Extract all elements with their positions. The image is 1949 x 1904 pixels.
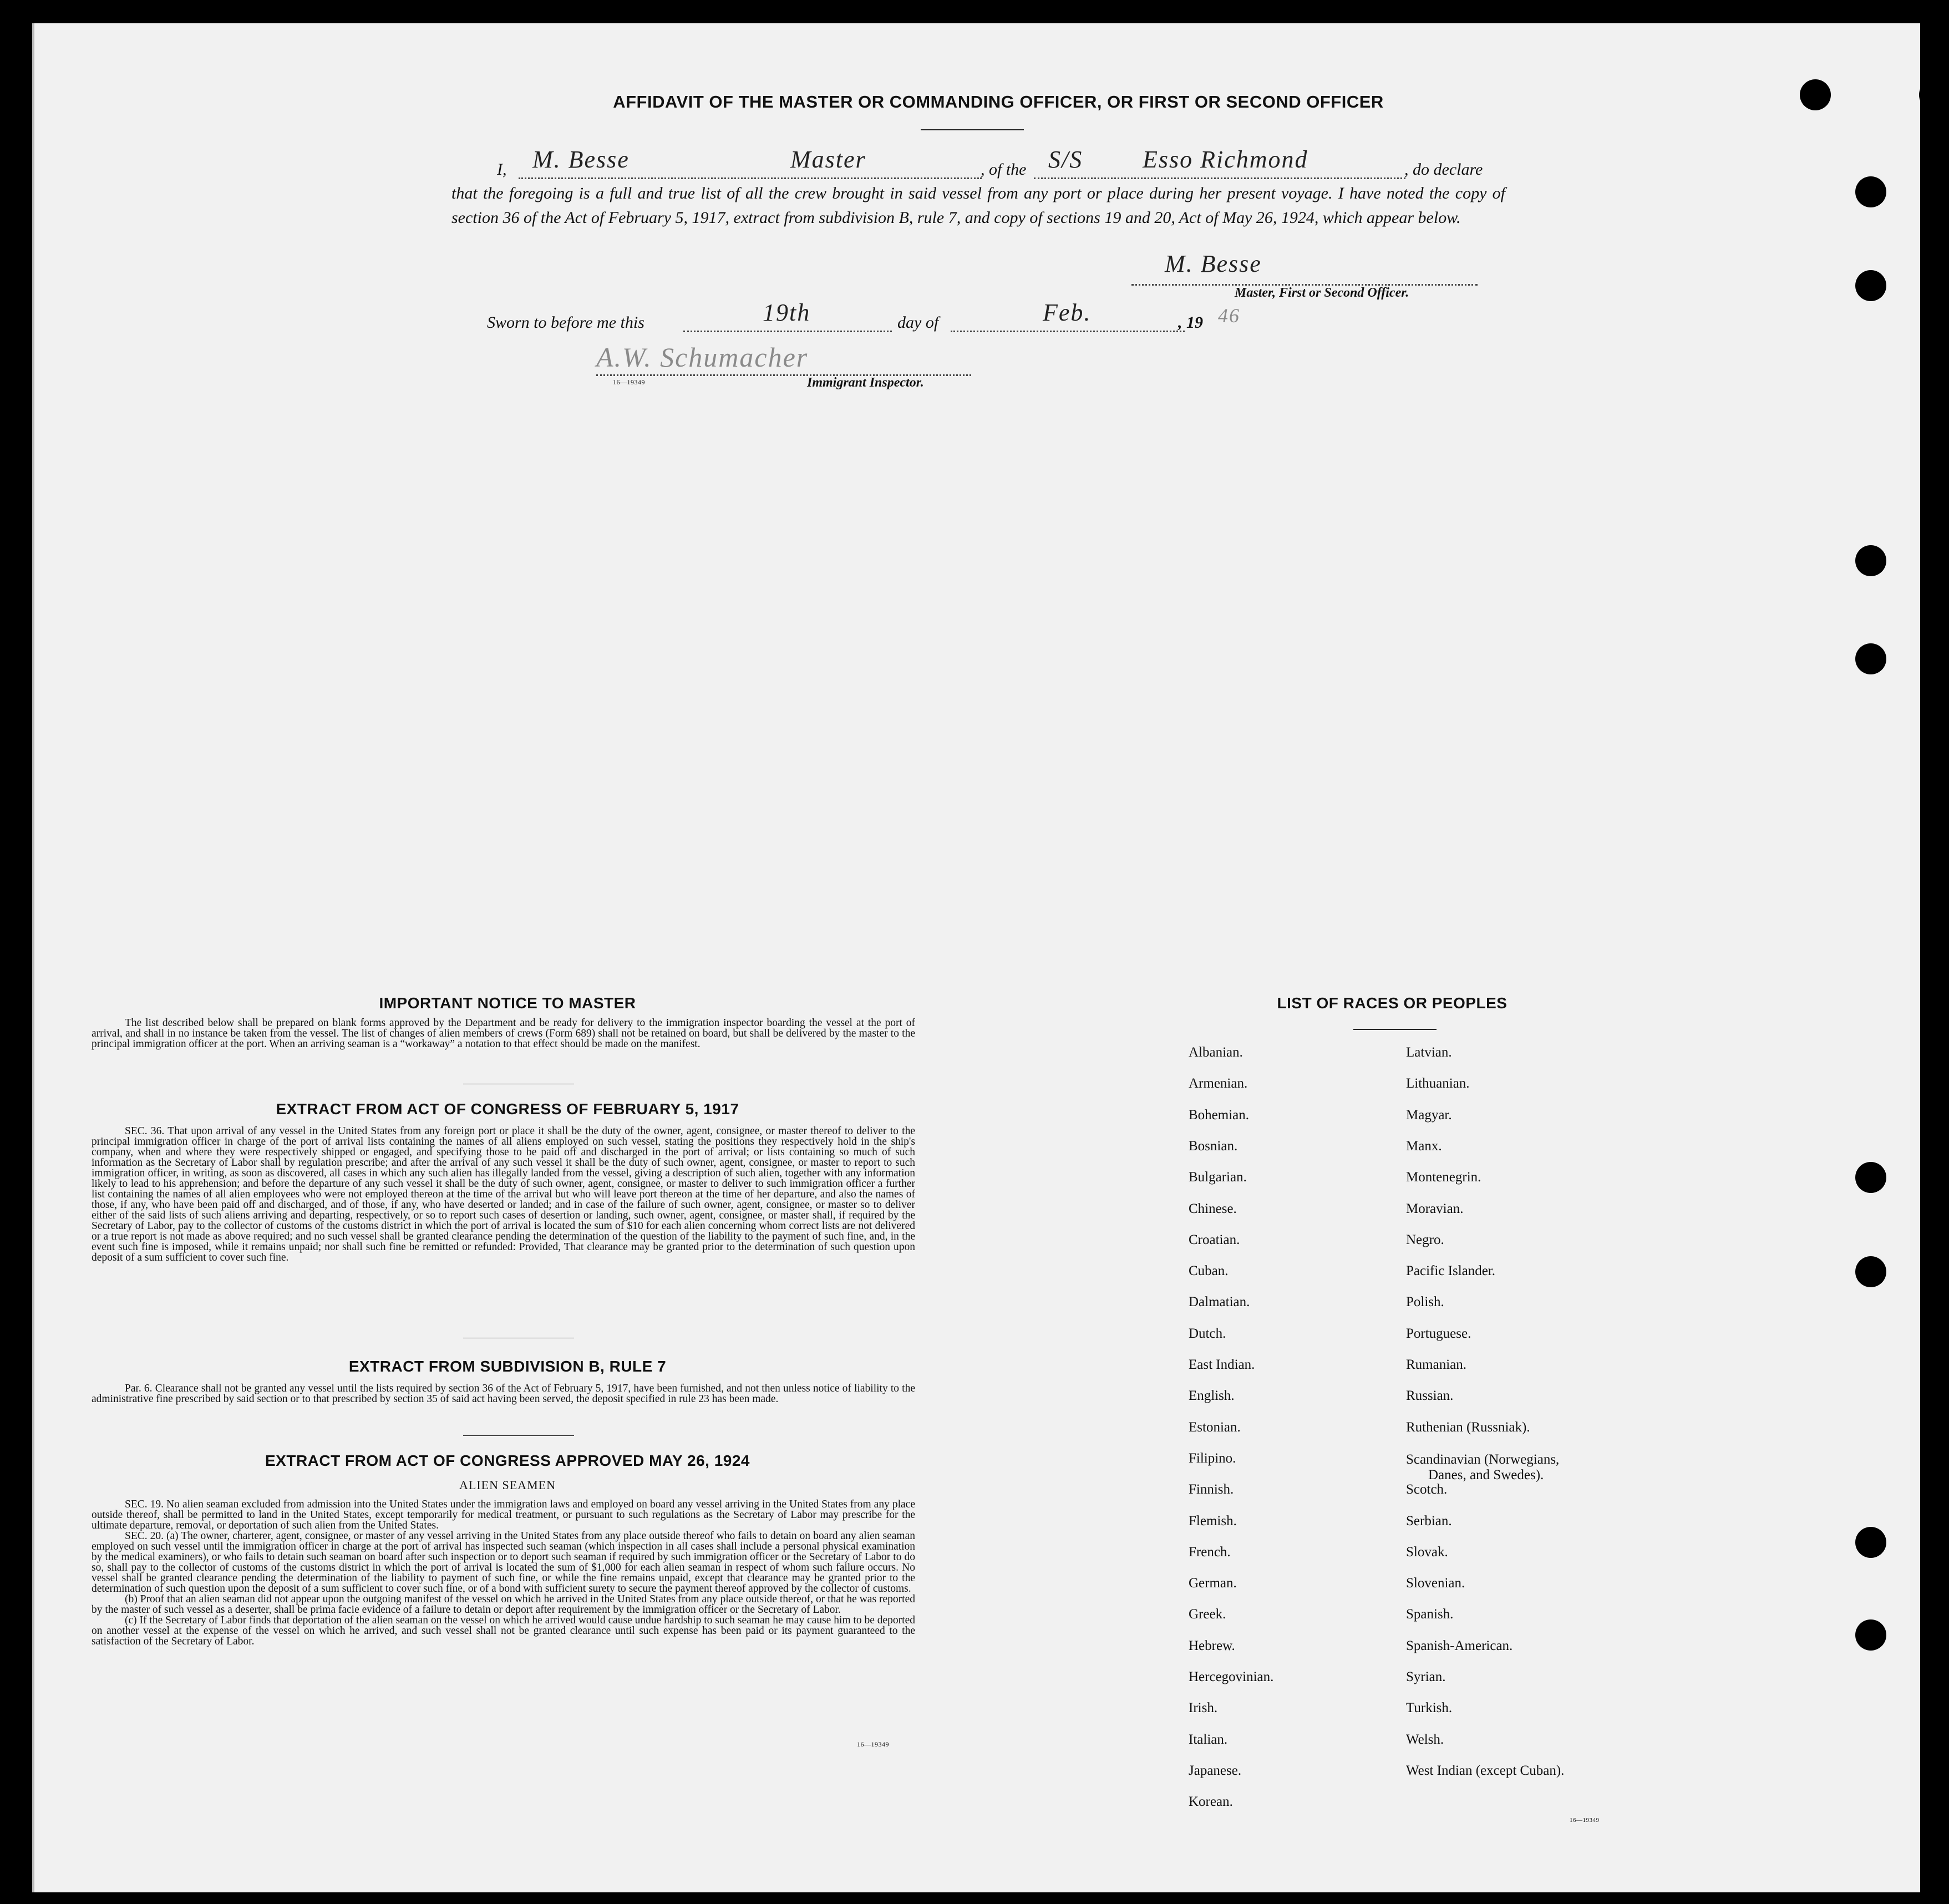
punch-hole xyxy=(1855,176,1886,207)
punch-hole xyxy=(1855,545,1886,576)
vessel-name-line xyxy=(1034,177,1405,179)
races-form-number: 16—19349 xyxy=(1570,1817,1600,1824)
race-left-item: Dalmatian. xyxy=(1189,1294,1250,1309)
inspector-caption: Immigrant Inspector. xyxy=(807,375,924,390)
punch-hole xyxy=(1855,1527,1886,1558)
sworn-label: Sworn to before me this xyxy=(487,313,644,332)
notice-text: The list described below shall be prepared on blank forms approved by the Department and be ready for delivery to the immigration inspector boarding the vessel at the port of arrival, and shall in no instance be taken from the vessel. The list of changes of alien members of crews (Form 689) shall not be retained on board, but shall be delivered by the master to the principal immigration officer at the port. When an arriving seaman is a “workaway” a notation to that effect should be made on the manifest. xyxy=(92,1017,915,1050)
of-the-label: , of the xyxy=(981,160,1027,179)
race-left-item: Estonian. xyxy=(1189,1420,1241,1435)
race-right-item: Scandinavian (Norwegians, xyxy=(1406,1452,1560,1467)
do-declare-label: , do declare xyxy=(1404,160,1483,179)
race-right-item: Lithuanian. xyxy=(1406,1076,1470,1091)
master-name-line xyxy=(519,177,982,179)
race-right-item: Russian. xyxy=(1406,1388,1454,1403)
race-right-item: Spanish-American. xyxy=(1406,1638,1513,1653)
race-right-item: Serbian. xyxy=(1406,1514,1452,1529)
affidavit-statement: that the foregoing is a full and true list of all the crew brought in said vessel from any port or place during her present voyage. I have noted the copy of section 36 of the Act of February 5, 1917, extract from subdivision B, rule 7, and copy of sections 19 and 20, Act of May 26, 1924, which appear below. xyxy=(451,184,1505,227)
race-left-item: Dutch. xyxy=(1189,1326,1226,1341)
punch-hole xyxy=(1855,1162,1886,1193)
inspector-signature: A.W. Schumacher xyxy=(596,342,809,373)
notice-title: IMPORTANT NOTICE TO MASTER xyxy=(379,994,636,1012)
race-right-item: Portuguese. xyxy=(1406,1326,1471,1341)
sec20b-text: (b) Proof that an alien seaman did not appear upon the outgoing manifest of the vessel on which he arrived in the United States from any place outside thereof, or that he was reported by the master of such vessel as a deserter, shall be prima facie evidence of a failure to detain or deport after requirement by the immigration officer or the Secretary of Labor. xyxy=(92,1593,915,1616)
punch-hole xyxy=(1855,1619,1886,1651)
race-left-item: Bulgarian. xyxy=(1189,1170,1247,1185)
race-right-item: Syrian. xyxy=(1406,1669,1446,1684)
extract-rule7-text: Par. 6. Clearance shall not be granted any vessel until the lists required by section 36 of the Act of February 5, 1917, have been furnished, and not then unless notice of liability to the administrative fine prescribed by said section or to that prescribed by section 35 of said act having been served, the deposit specified in rule 23 has been made. xyxy=(92,1383,915,1405)
race-left-item: Italian. xyxy=(1189,1732,1228,1747)
race-right-item: Moravian. xyxy=(1406,1201,1464,1216)
race-left-item: Irish. xyxy=(1189,1700,1218,1715)
extract-1917-text: SEC. 36. That upon arrival of any vessel in the United States from any foreign port or place it shall be the duty of the owner, agent, consignee, or master thereof to deliver to the principal immigration officer in charge of the port of arrival lists containing the names of all aliens employed on such vessel, stating the positions they respectively hold in the ship's company, when and where they were respectively shipped or engaged, and specifying those to be paid off and discharged in the port of arrival; or lists containing so much of such information as the Secretary of Labor shall by regulation prescribe; and after the arrival of any such vessel it shall be the duty of such owner, agent, consignee, or master to report to such immigration officer, in writing, as soon as discovered, all cases in which any such alien has illegally landed from the vessel, giving a description of such alien, together with any information likely to lead to his apprehension; and before the departure of any such vessel it shall be the duty of such owner, agent, consignee, or master to deliver to such immigration officer a further list containing the names of all alien employees who were not employed thereon at the time of the arrival but who will leave port thereon at the time of her departure, and also the names of those, if any, who have been paid off and discharged, and of those, if any, who have deserted or landed; and in case of the failure of such owner, agent, consignee, or master so to deliver either of the said lists of such aliens arriving and departing, respectively, or so to report such cases of desertion or landing, such owner, agent, consignee, or master shall, if required by the Secretary of Labor, pay to the collector of customs of the customs district in which the port of arrival is located the sum of $10 for each alien concerning whom correct lists are not delivered or a true report is not made as above required; and no such vessel shall be granted clearance pending the determination of the question of the liability to the payment of such fine, and, in the event such fine is imposed, while it remains unpaid; nor shall such fine be remitted or refunded: Provided, That clearance may be granted prior to the determination of such question upon deposit of a sum sufficient to cover such fine. xyxy=(92,1125,915,1263)
signature-caption: Master, First or Second Officer. xyxy=(1235,286,1409,300)
day-of-label: day of xyxy=(897,313,939,332)
race-right-item: Manx. xyxy=(1406,1139,1442,1154)
race-left-item: Croatian. xyxy=(1189,1232,1240,1247)
race-right-item: Magyar. xyxy=(1406,1108,1452,1123)
race-right-item: Montenegrin. xyxy=(1406,1170,1481,1185)
day-line xyxy=(683,331,892,332)
race-left-item: Hercegovinian. xyxy=(1189,1669,1274,1684)
sec20c-text: (c) If the Secretary of Labor finds that deportation of the alien seaman on the vessel on which he arrived would cause undue hardship to such seaman he may cause him to be deported on another vessel at the expense of the vessel on which he arrived, and such vessel shall not be granted clearance until such expense has been paid or its payment guaranteed to the satisfaction of the Secretary of Labor. xyxy=(92,1614,915,1647)
race-left-item: English. xyxy=(1189,1388,1235,1403)
race-right-item: Latvian. xyxy=(1406,1045,1452,1060)
extract-rule7-title: EXTRACT FROM SUBDIVISION B, RULE 7 xyxy=(348,1358,667,1375)
race-right-item: Negro. xyxy=(1406,1232,1444,1247)
extract-form-number: 16—19349 xyxy=(857,1740,889,1748)
race-right-item: West Indian (except Cuban). xyxy=(1406,1763,1565,1778)
race-right-item: Pacific Islander. xyxy=(1406,1263,1496,1278)
extract-rule7-divider xyxy=(463,1435,574,1436)
form-number: 16—19349 xyxy=(613,378,645,386)
extract-1917-title: EXTRACT FROM ACT OF CONGRESS OF FEBRUARY 5, 1917 xyxy=(276,1100,739,1118)
race-left-item: Bosnian. xyxy=(1189,1139,1238,1154)
extract-1924-text xyxy=(92,1499,915,1647)
sworn-month-handwritten: Feb. xyxy=(1043,299,1092,326)
races-title: LIST OF RACES OR PEOPLES xyxy=(1277,994,1508,1012)
race-right-item: Turkish. xyxy=(1406,1700,1453,1715)
master-name-handwritten: M. Besse xyxy=(532,146,630,173)
alien-seamen-subtitle: ALIEN SEAMEN xyxy=(459,1478,556,1492)
punch-hole xyxy=(1800,79,1831,110)
sworn-year-handwritten: 46 xyxy=(1218,304,1240,327)
races-underline xyxy=(1353,1029,1437,1030)
master-rank-handwritten: Master xyxy=(790,146,866,173)
race-right-item: Spanish. xyxy=(1406,1607,1454,1622)
punch-hole xyxy=(1919,79,1949,110)
race-left-item: Filipino. xyxy=(1189,1451,1236,1466)
race-left-item: French. xyxy=(1189,1545,1231,1560)
race-left-item: Albanian. xyxy=(1189,1045,1243,1060)
race-left-item: East Indian. xyxy=(1189,1357,1255,1372)
vessel-name-handwritten: Esso Richmond xyxy=(1143,146,1308,173)
race-left-item: Japanese. xyxy=(1189,1763,1242,1778)
affidavit-title: AFFIDAVIT OF THE MASTER OR COMMANDING OFFICER, OR FIRST OR SECOND OFFICER xyxy=(613,92,1384,111)
punch-hole xyxy=(1855,643,1886,674)
race-left-item: Armenian. xyxy=(1189,1076,1248,1091)
vessel-prefix-handwritten: S/S xyxy=(1048,146,1083,173)
race-right-item: Polish. xyxy=(1406,1294,1444,1309)
race-right-item: Ruthenian (Russniak). xyxy=(1406,1420,1530,1435)
race-left-item: Korean. xyxy=(1189,1794,1233,1809)
race-left-item: Flemish. xyxy=(1189,1514,1237,1529)
punch-hole xyxy=(1855,1256,1886,1287)
race-left-item: Greek. xyxy=(1189,1607,1226,1622)
punch-hole xyxy=(1855,270,1886,301)
month-line xyxy=(951,331,1185,332)
race-right-item: Scotch. xyxy=(1406,1482,1448,1497)
race-left-item: Cuban. xyxy=(1189,1263,1229,1278)
master-signature: M. Besse xyxy=(1165,250,1262,277)
extract-1924-title: EXTRACT FROM ACT OF CONGRESS APPROVED MAY 26, 1924 xyxy=(265,1452,750,1469)
race-left-item: Chinese. xyxy=(1189,1201,1237,1216)
race-left-item: Finnish. xyxy=(1189,1482,1234,1497)
race-right-item: Danes, and Swedes). xyxy=(1428,1468,1544,1482)
race-left-item: German. xyxy=(1189,1576,1237,1591)
race-left-item: Bohemian. xyxy=(1189,1108,1250,1123)
race-left-item: Hebrew. xyxy=(1189,1638,1235,1653)
race-right-item: Rumanian. xyxy=(1406,1357,1467,1372)
year-label: , 19 xyxy=(1178,313,1203,332)
sworn-day-handwritten: 19th xyxy=(763,299,811,326)
race-right-item: Slovak. xyxy=(1406,1545,1448,1560)
sec20a-text: SEC. 20. (a) The owner, charterer, agent, consignee, or master of any vessel arriving in the United States from any place outside thereof who fails to detain on board any alien seaman employed on such vessel until the immigration officer in charge at the port of arrival has inspected such seaman (which inspection in all cases shall include a personal physical examination by the medical examiners), or who fails to detain such seaman on board after such inspection or to deport such seaman if required by such immigration officer or the Secretary of Labor to do so, shall pay to the collector of customs of the customs district in which the port of arrival is located the sum of $1,000 for each alien seaman in respect of whom such failure occurs. No vessel shall be granted clearance pending the determination of the liability to payment of such fine, or while the fine remains unpaid, except that clearance may be granted prior to the determination of such question upon the deposit of a sum sufficient to cover such fine, or of a bond with sufficient surety to secure the payment thereof approved by the collector of customs. xyxy=(92,1530,915,1595)
race-right-item: Welsh. xyxy=(1406,1732,1444,1747)
affidavit-i-label: I, xyxy=(497,160,507,179)
sec19-text: SEC. 19. No alien seaman excluded from admission into the United States under the immigration laws and employed on board any vessel arriving in the United States from any place outside thereof, shall be permitted to land in the United States, except temporarily for medical treatment, or pursuant to such regulations as the Secretary of Labor may prescribe for the ultimate departure, removal, or deportation of such alien from the United States. xyxy=(92,1499,915,1531)
race-right-item: Slovenian. xyxy=(1406,1576,1465,1591)
title-underline xyxy=(921,129,1024,130)
